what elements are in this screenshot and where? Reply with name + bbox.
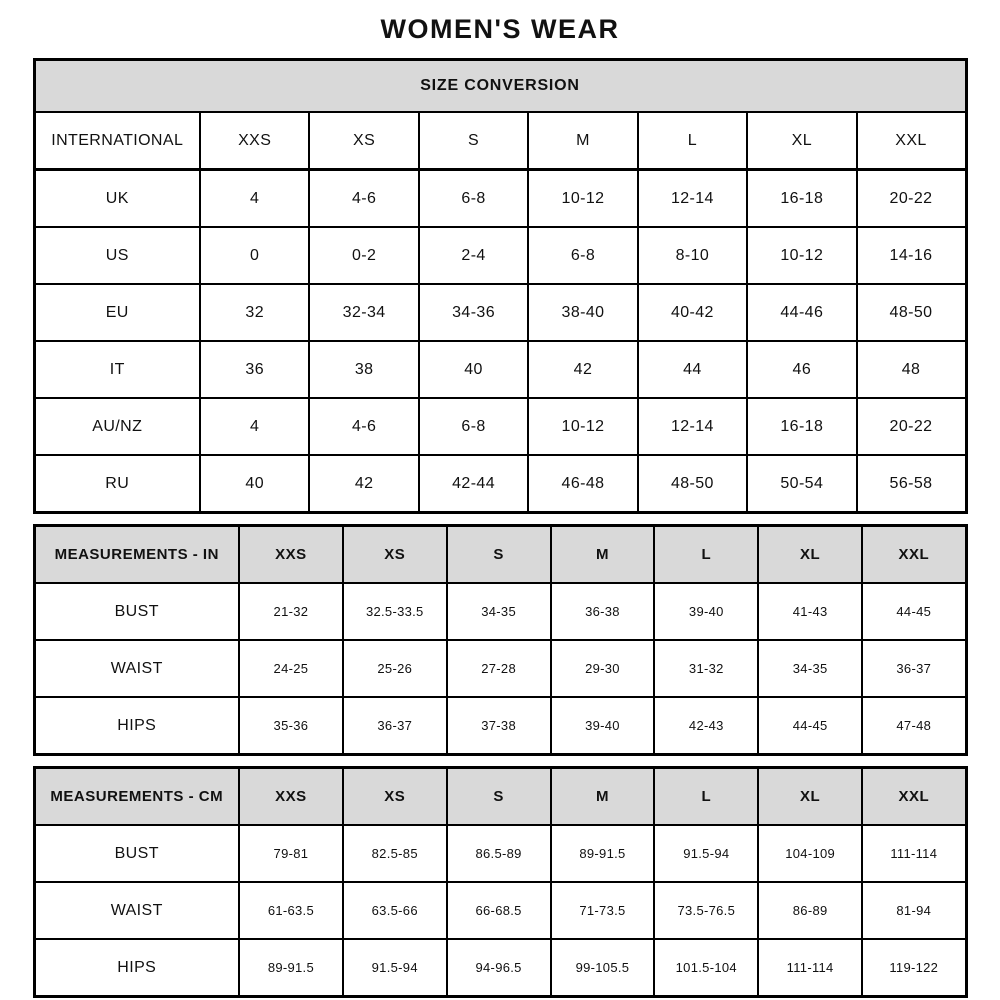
cell: 21-32 [239,583,343,640]
cell: 8-10 [638,227,747,284]
cell: 31-32 [654,640,758,697]
column-header-xs: XS [309,112,418,170]
cell: 39-40 [654,583,758,640]
measurements-in-table [33,524,968,756]
cell: 2-4 [419,227,528,284]
table-row-bust-in [34,583,966,640]
cell: 44-46 [747,284,856,341]
cell: 10-12 [747,227,856,284]
cell: 24-25 [239,640,343,697]
cell: 99-105.5 [551,939,655,997]
cell: 34-36 [419,284,528,341]
size-header-xl: XL [758,768,862,826]
cell: 14-16 [857,227,966,284]
table-row-waist-cm [34,882,966,939]
cell: 56-58 [857,455,966,513]
measurements-in-title: MEASUREMENTS - IN [34,526,239,584]
measurements-cm-title: MEASUREMENTS - CM [34,768,239,826]
cell: 6-8 [419,170,528,228]
cell: 16-18 [747,170,856,228]
row-label-it: IT [34,341,200,398]
table-row-aunz [34,398,966,455]
cell: 42-43 [654,697,758,755]
cell: 10-12 [528,398,637,455]
cell: 36-37 [862,640,966,697]
cell: 61-63.5 [239,882,343,939]
page-title: WOMEN'S WEAR [380,14,620,44]
row-label-ru: RU [34,455,200,513]
column-header-international: INTERNATIONAL [34,112,200,170]
table-row-us [34,227,966,284]
cell: 63.5-66 [343,882,447,939]
cell: 6-8 [528,227,637,284]
cell: 44 [638,341,747,398]
cell: 36 [200,341,309,398]
cell: 36-38 [551,583,655,640]
column-header-xxs: XXS [200,112,309,170]
cell: 86.5-89 [447,825,551,882]
table-row-ru [34,455,966,513]
size-header-xs: XS [343,526,447,584]
cell: 79-81 [239,825,343,882]
row-label-aunz: AU/NZ [34,398,200,455]
row-label-hips: HIPS [34,697,239,755]
size-header-xxl: XXL [862,526,966,584]
size-conversion-caption-row [34,60,966,113]
cell: 48 [857,341,966,398]
cell: 91.5-94 [343,939,447,997]
cell: 42 [528,341,637,398]
cell: 40 [419,341,528,398]
cell: 4-6 [309,170,418,228]
cell: 46-48 [528,455,637,513]
cell: 44-45 [862,583,966,640]
size-header-xxs: XXS [239,768,343,826]
cell: 66-68.5 [447,882,551,939]
table-row-waist-in [34,640,966,697]
cell: 38 [309,341,418,398]
size-header-m: M [551,526,655,584]
measurements-in-header-row [34,526,966,584]
column-header-l: L [638,112,747,170]
size-header-s: S [447,768,551,826]
cell: 91.5-94 [654,825,758,882]
cell: 50-54 [747,455,856,513]
size-header-xs: XS [343,768,447,826]
cell: 46 [747,341,856,398]
cell: 89-91.5 [551,825,655,882]
cell: 32.5-33.5 [343,583,447,640]
cell: 42 [309,455,418,513]
cell: 4 [200,170,309,228]
row-label-waist: WAIST [34,640,239,697]
cell: 82.5-85 [343,825,447,882]
row-label-eu: EU [34,284,200,341]
cell: 101.5-104 [654,939,758,997]
size-header-l: L [654,526,758,584]
cell: 94-96.5 [447,939,551,997]
cell: 0 [200,227,309,284]
row-label-bust: BUST [34,825,239,882]
cell: 6-8 [419,398,528,455]
cell: 41-43 [758,583,862,640]
cell: 71-73.5 [551,882,655,939]
cell: 34-35 [447,583,551,640]
size-header-xxs: XXS [239,526,343,584]
measurements-cm-header-row [34,768,966,826]
size-conversion-columns-row [34,112,966,170]
cell: 73.5-76.5 [654,882,758,939]
size-header-m: M [551,768,655,826]
cell: 44-45 [758,697,862,755]
cell: 12-14 [638,170,747,228]
cell: 29-30 [551,640,655,697]
row-label-waist: WAIST [34,882,239,939]
column-header-xxl: XXL [857,112,966,170]
size-header-s: S [447,526,551,584]
cell: 36-37 [343,697,447,755]
cell: 104-109 [758,825,862,882]
cell: 40-42 [638,284,747,341]
cell: 119-122 [862,939,966,997]
cell: 25-26 [343,640,447,697]
table-row-eu [34,284,966,341]
cell: 35-36 [239,697,343,755]
cell: 111-114 [758,939,862,997]
cell: 48-50 [638,455,747,513]
cell: 32 [200,284,309,341]
cell: 34-35 [758,640,862,697]
measurements-cm-table [33,766,968,998]
cell: 12-14 [638,398,747,455]
cell: 47-48 [862,697,966,755]
cell: 10-12 [528,170,637,228]
cell: 40 [200,455,309,513]
table-row-it [34,341,966,398]
column-header-m: M [528,112,637,170]
size-conversion-table [33,58,968,514]
table-row-uk [34,170,966,228]
cell: 39-40 [551,697,655,755]
size-conversion-title: SIZE CONVERSION [34,60,966,113]
size-header-xl: XL [758,526,862,584]
cell: 0-2 [309,227,418,284]
cell: 89-91.5 [239,939,343,997]
cell: 20-22 [857,170,966,228]
table-row-bust-cm [34,825,966,882]
cell: 20-22 [857,398,966,455]
size-header-l: L [654,768,758,826]
cell: 4-6 [309,398,418,455]
row-label-hips: HIPS [34,939,239,997]
table-row-hips-in [34,697,966,755]
column-header-s: S [419,112,528,170]
column-header-xl: XL [747,112,856,170]
cell: 111-114 [862,825,966,882]
cell: 48-50 [857,284,966,341]
cell: 27-28 [447,640,551,697]
size-header-xxl: XXL [862,768,966,826]
row-label-us: US [34,227,200,284]
cell: 32-34 [309,284,418,341]
table-row-hips-cm [34,939,966,997]
row-label-bust: BUST [34,583,239,640]
row-label-uk: UK [34,170,200,228]
cell: 38-40 [528,284,637,341]
cell: 42-44 [419,455,528,513]
cell: 16-18 [747,398,856,455]
cell: 81-94 [862,882,966,939]
cell: 4 [200,398,309,455]
cell: 86-89 [758,882,862,939]
cell: 37-38 [447,697,551,755]
